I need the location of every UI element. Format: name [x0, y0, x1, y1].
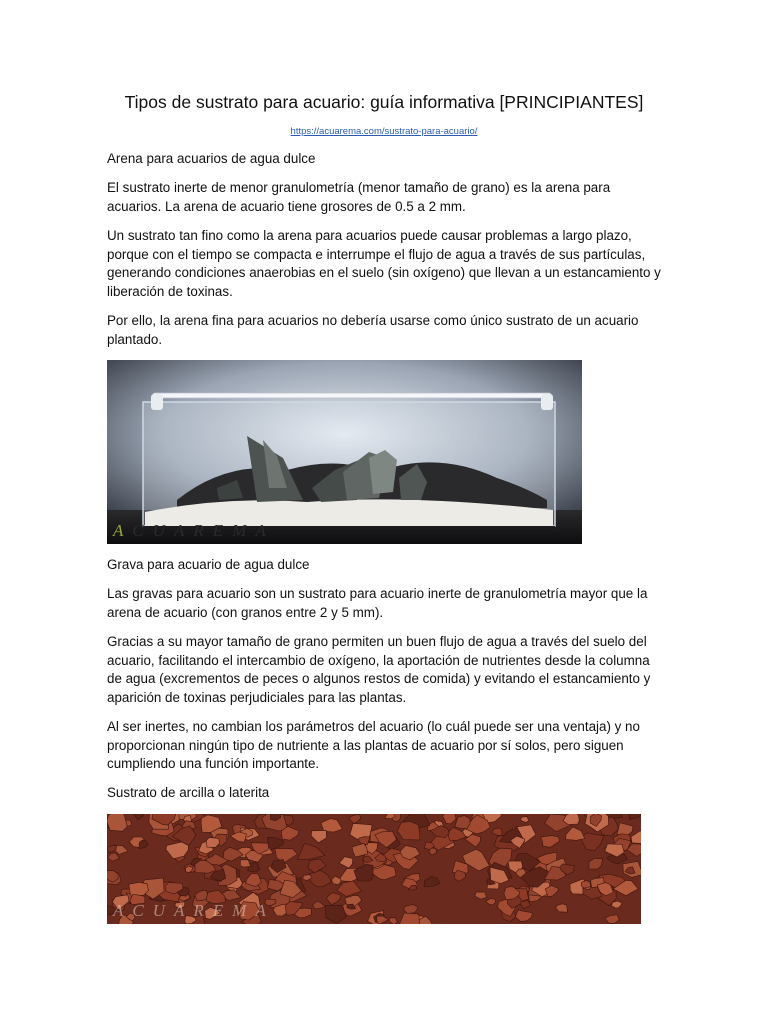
paragraph-grava-3: Al ser inertes, no cambian los parámetros del acuario (lo cuál puede ser una ventaja) y no proporcionan ningún tipo de nutriente a las plantas de acuario por sí solos, pero siguen cumpliendo una función importante.	[107, 719, 640, 772]
paragraph-grava-2: Gracias a su mayor tamaño de grano permiten un buen flujo de agua a través del suelo del acuario, facilitando el intercambio de oxígeno, la aportación de nutrientes desde la columna de agua (excrementos de peces o algunos restos de comida) y evitando el estancamiento y aparición de toxinas perjudiciales para las plantas.	[107, 634, 651, 705]
aquarium-illustration	[107, 360, 582, 544]
photo-watermark: ACUAREMA	[113, 521, 275, 540]
paragraph-grava-1: Las gravas para acuario son un sustrato para acuario inerte de granulometría mayor que la arena de acuario (con granos entre 2 y 5 mm).	[107, 586, 648, 620]
section-heading-grava: Grava para acuario de agua dulce	[107, 557, 310, 572]
paragraph-arena-2: Un sustrato tan fino como la arena para acuarios puede causar problemas a largo plazo, porque con el tiempo se compacta e interrumpe el flujo de agua a través de sus partículas, generando condiciones anaerobias en el suelo (sin oxígeno) que llevan a un estancamiento y liberación de toxinas.	[107, 228, 661, 299]
clay-gravel-photo	[107, 814, 641, 924]
section-heading-arena: Arena para acuarios de agua dulce	[107, 151, 316, 166]
paragraph-arena-3: Por ello, la arena fina para acuarios no debería usarse como único sustrato de un acuario plantado.	[107, 313, 639, 347]
source-link[interactable]: https://acuarema.com/sustrato-para-acuario/	[290, 126, 478, 137]
aquarium-sand-photo	[107, 360, 582, 544]
paragraph-arena-1: El sustrato inerte de menor granulometría (menor tamaño de grano) es la arena para acuarios. La arena de acuario tiene grosores de 0.5 a 2 mm.	[107, 180, 611, 214]
document-title: Tipos de sustrato para acuario: guía informativa [PRINCIPIANTES]	[124, 92, 644, 112]
gravel-stone	[107, 814, 127, 831]
gravel-stone	[581, 881, 591, 889]
section-heading-arcilla: Sustrato de arcilla o laterita	[107, 785, 270, 800]
photo-watermark-2: ACUAREMA	[113, 901, 275, 920]
